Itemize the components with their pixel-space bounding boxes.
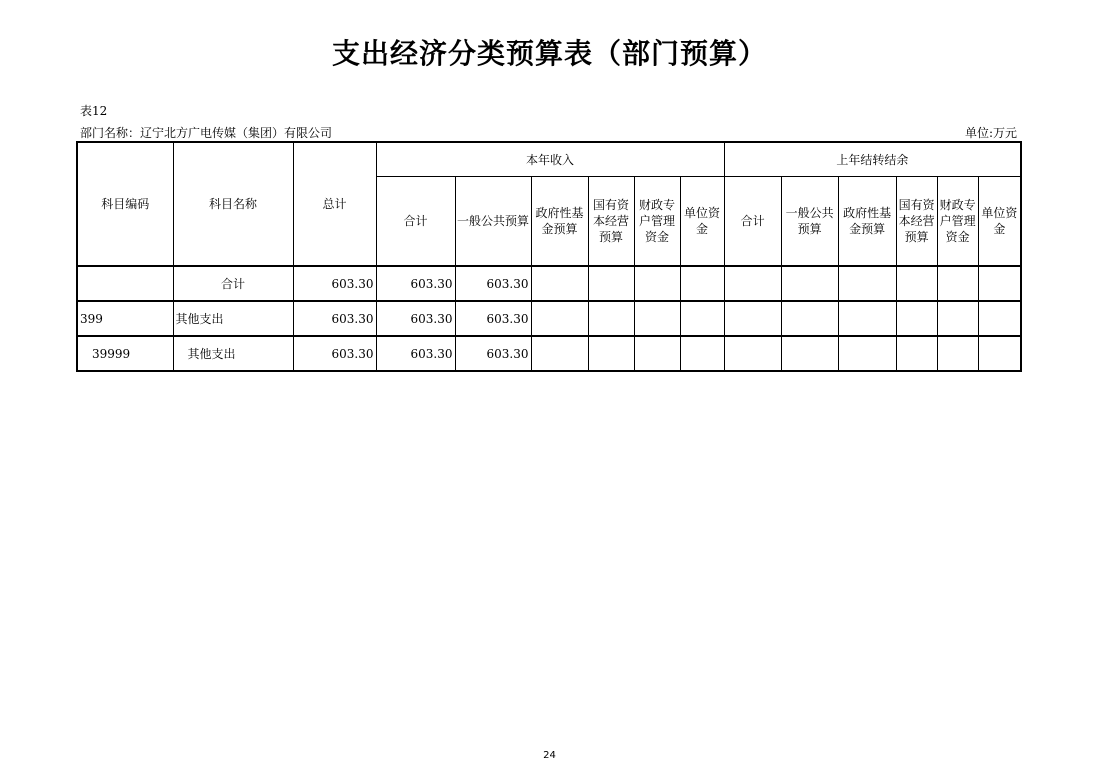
row-total: 603.30	[293, 336, 376, 371]
empty-cell	[781, 266, 838, 301]
row-current-general: 603.30	[455, 336, 531, 371]
empty-cell	[838, 266, 896, 301]
empty-cell	[896, 301, 937, 336]
empty-cell	[978, 336, 1021, 371]
row-total: 603.30	[293, 301, 376, 336]
row-current-sum: 603.30	[376, 301, 455, 336]
empty-cell	[937, 336, 978, 371]
header-carry-fund: 政府性基金预算	[838, 177, 896, 267]
table-number: 表12	[80, 104, 108, 118]
unit-label: 单位:万元	[964, 126, 1017, 140]
empty-cell	[937, 266, 978, 301]
header-name: 科目名称	[173, 142, 293, 266]
header-code: 科目编码	[77, 142, 173, 266]
header-current-unit: 单位资金	[680, 177, 724, 267]
empty-cell	[724, 266, 781, 301]
page-title: 支出经济分类预算表（部门预算）	[331, 37, 767, 70]
empty-cell	[937, 301, 978, 336]
empty-cell	[896, 266, 937, 301]
empty-cell	[781, 301, 838, 336]
empty-cell	[680, 336, 724, 371]
row-name: 其他支出	[173, 336, 293, 371]
header-current-income: 本年收入	[376, 142, 724, 177]
row-code: 39999	[77, 336, 173, 371]
table-row	[77, 336, 1021, 371]
row-name: 合计	[173, 266, 293, 301]
row-total: 603.30	[293, 266, 376, 301]
empty-cell	[724, 301, 781, 336]
empty-cell	[531, 336, 588, 371]
header-current-general: 一般公共预算	[455, 177, 531, 267]
row-current-general: 603.30	[455, 301, 531, 336]
header-current-state-capital: 国有资本经营预算	[588, 177, 634, 267]
empty-cell	[781, 336, 838, 371]
header-carryover: 上年结转结余	[724, 142, 1021, 177]
header-carry-state-capital: 国有资本经营预算	[896, 177, 937, 267]
empty-cell	[896, 336, 937, 371]
empty-cell	[634, 336, 680, 371]
empty-cell	[680, 301, 724, 336]
empty-cell	[588, 266, 634, 301]
empty-cell	[634, 301, 680, 336]
table-row	[77, 266, 1021, 301]
empty-cell	[531, 266, 588, 301]
empty-cell	[978, 266, 1021, 301]
empty-cell	[634, 266, 680, 301]
empty-cell	[724, 336, 781, 371]
row-code: 399	[77, 301, 173, 336]
department-name: 部门名称：辽宁北方广电传媒（集团）有限公司	[80, 126, 333, 140]
row-current-sum: 603.30	[376, 266, 455, 301]
row-current-sum: 603.30	[376, 336, 455, 371]
empty-cell	[588, 301, 634, 336]
row-code	[77, 266, 173, 301]
header-carry-unit: 单位资金	[978, 177, 1021, 267]
empty-cell	[838, 301, 896, 336]
empty-cell	[680, 266, 724, 301]
header-total: 总计	[293, 142, 376, 266]
empty-cell	[978, 301, 1021, 336]
header-carry-sum: 合计	[724, 177, 781, 267]
budget-table	[76, 141, 1022, 372]
header-current-fund: 政府性基金预算	[531, 177, 588, 267]
row-current-general: 603.30	[455, 266, 531, 301]
header-current-sum: 合计	[376, 177, 455, 267]
empty-cell	[588, 336, 634, 371]
row-name: 其他支出	[173, 301, 293, 336]
empty-cell	[531, 301, 588, 336]
header-carry-general: 一般公共预算	[781, 177, 838, 267]
header-carry-special: 财政专户管理资金	[937, 177, 978, 267]
empty-cell	[838, 336, 896, 371]
header-current-special: 财政专户管理资金	[634, 177, 680, 267]
page-number: 24	[543, 750, 556, 761]
header-row-1	[77, 142, 1021, 177]
table-row	[77, 301, 1021, 336]
